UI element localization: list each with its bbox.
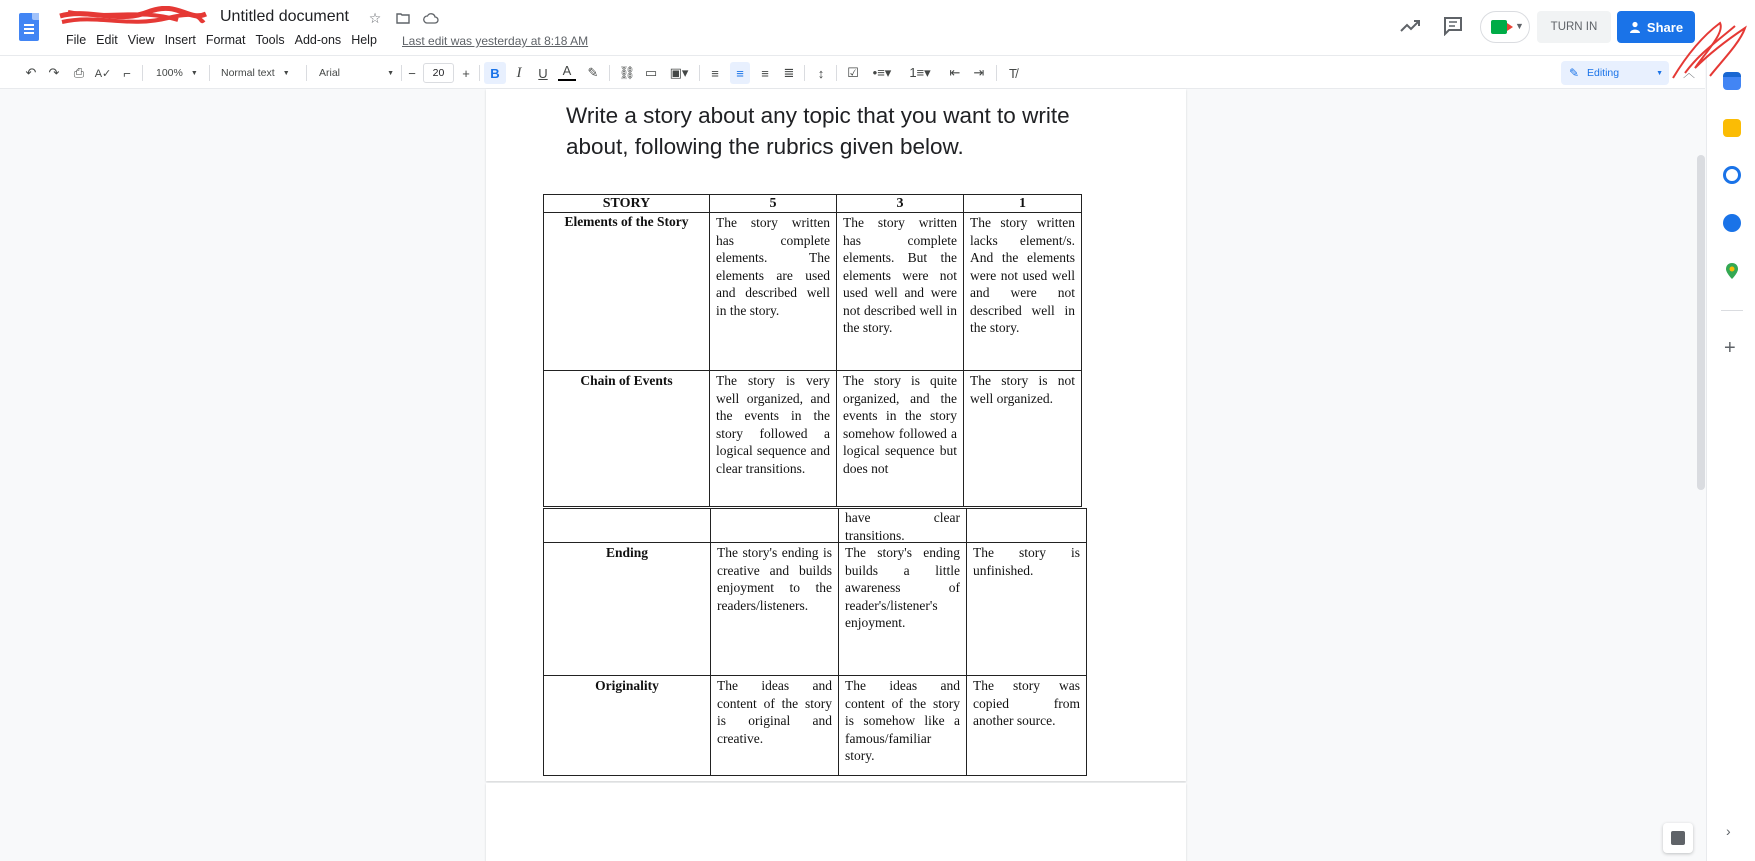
turn-in-button[interactable]: TURN IN [1537, 11, 1611, 43]
chevron-down-icon: ▼ [282, 69, 290, 77]
comment-history-icon[interactable] [1443, 16, 1463, 36]
pencil-icon: ✎ [1569, 66, 1580, 80]
text-color-button[interactable]: A [558, 62, 576, 81]
bulleted-list-icon[interactable]: •≡▾ [872, 65, 892, 80]
redaction-scribble [58, 6, 208, 30]
chain-score-1: The story is not well organized. [963, 370, 1082, 507]
numbered-list-icon[interactable]: 1≡▾ [909, 65, 931, 80]
elements-score-5: The story written has complete elements. The elements are used and described well in the story. [709, 212, 837, 371]
prompt-text[interactable]: Write a story about any topic that you want to write about, following the rubrics given below. [566, 103, 1070, 159]
decrease-font-size-button[interactable]: − [408, 65, 416, 81]
criterion-originality: Originality [543, 675, 711, 776]
chain-score-5: The story is very well organized, and the events in the story followed a logical sequence and clear transitions. [709, 370, 837, 507]
increase-font-size-button[interactable]: + [462, 65, 470, 81]
formatting-toolbar [0, 55, 1705, 89]
menu-bar [61, 33, 382, 47]
menu-file[interactable]: File [66, 33, 87, 47]
editing-mode-select[interactable] [1561, 61, 1669, 85]
criterion-chain-of-events: Chain of Events [543, 370, 710, 507]
move-folder-icon[interactable] [394, 9, 412, 27]
font-select[interactable] [319, 62, 394, 84]
get-addons-icon[interactable]: + [1724, 337, 1736, 359]
meet-button[interactable] [1480, 11, 1530, 43]
person-icon [1629, 21, 1641, 33]
header-story: STORY [543, 194, 710, 213]
elements-score-1: The story written lacks element/s. And the elements were not used well and were not described well in the story. [963, 212, 1082, 371]
share-button[interactable] [1617, 11, 1695, 43]
insert-comment-icon[interactable]: ▭ [644, 65, 658, 80]
decrease-indent-icon[interactable]: ⇤ [949, 65, 961, 80]
print-icon[interactable]: ⎙ [73, 65, 85, 80]
menu-view[interactable]: View [127, 33, 155, 47]
keep-icon[interactable] [1723, 119, 1741, 137]
increase-indent-icon[interactable]: ⇥ [973, 65, 985, 80]
zoom-select[interactable] [156, 62, 198, 84]
document-page-2[interactable] [486, 783, 1186, 861]
cloud-status-icon[interactable] [422, 9, 440, 27]
undo-icon[interactable]: ↶ [25, 65, 37, 80]
contacts-icon[interactable] [1723, 214, 1741, 232]
share-label: Share [1646, 19, 1684, 35]
docs-logo-icon[interactable] [19, 13, 39, 41]
align-center-icon[interactable]: ≡ [730, 62, 750, 84]
align-left-icon[interactable]: ≡ [711, 65, 719, 81]
style-value: Normal text [221, 67, 275, 79]
side-panel [1706, 55, 1755, 861]
calendar-icon[interactable] [1723, 72, 1741, 90]
header-5: 5 [709, 194, 837, 213]
chevron-down-icon: ▼ [1656, 69, 1663, 77]
align-right-icon[interactable]: ≡ [761, 65, 769, 81]
star-icon[interactable]: ☆ [368, 9, 382, 26]
tasks-icon[interactable] [1723, 166, 1741, 184]
scrollbar-thumb[interactable] [1697, 155, 1705, 490]
meet-camera-icon [1491, 20, 1507, 34]
editing-mode-label: Editing [1587, 67, 1620, 79]
originality-score-1: The story was copied from another source. [966, 675, 1087, 776]
underline-button[interactable]: U [538, 65, 548, 81]
chevron-down-icon: ▼ [1515, 21, 1524, 31]
continued-blank-cell [966, 508, 1087, 543]
line-spacing-icon[interactable]: ↕ [817, 65, 825, 81]
menu-addons[interactable]: Add-ons [294, 33, 342, 47]
ending-score-3: The story's ending builds a little awareness of reader's/listener's enjoyment. [838, 542, 967, 676]
paragraph-style-select[interactable] [221, 62, 290, 84]
chevron-up-icon[interactable]: ︿ [1683, 66, 1696, 80]
clear-formatting-icon[interactable]: T̸ [1009, 65, 1017, 81]
redo-icon[interactable]: ↷ [48, 65, 60, 80]
spellcheck-icon[interactable]: A✓ [94, 67, 112, 80]
insert-image-icon[interactable]: ▣▾ [669, 65, 689, 80]
chevron-down-icon: ▼ [190, 69, 198, 77]
continued-blank-cell [543, 508, 711, 543]
font-value: Arial [319, 67, 341, 79]
justify-icon[interactable]: ≣ [783, 65, 795, 80]
chain-score-3-continued: have clear transitions. [838, 508, 967, 543]
criterion-ending: Ending [543, 542, 711, 676]
checklist-icon[interactable]: ☑ [847, 65, 859, 80]
italic-button[interactable]: I [516, 64, 522, 81]
menu-format[interactable]: Format [205, 33, 246, 47]
bold-button[interactable]: B [484, 62, 506, 84]
explore-button[interactable] [1663, 823, 1693, 853]
font-size-input[interactable]: 20 [423, 63, 454, 83]
menu-help[interactable]: Help [351, 33, 377, 47]
menu-edit[interactable]: Edit [96, 33, 118, 47]
title-bar [0, 0, 1755, 55]
zoom-value: 100% [156, 67, 183, 79]
menu-insert[interactable]: Insert [164, 33, 196, 47]
chevron-right-icon[interactable]: › [1726, 823, 1731, 839]
criterion-elements: Elements of the Story [543, 212, 710, 371]
header-3: 3 [836, 194, 964, 213]
originality-score-3: The ideas and content of the story is somehow like a famous/familiar story. [838, 675, 967, 776]
paint-format-icon[interactable]: ⌐ [123, 65, 131, 81]
chain-score-3: The story is quite organized, and the events in the story somehow followed a logical sequence but does not [836, 370, 964, 507]
maps-icon[interactable] [1723, 262, 1741, 280]
last-edit-link[interactable]: Last edit was yesterday at 8:18 AM [402, 34, 589, 48]
menu-tools[interactable]: Tools [255, 33, 285, 47]
continued-blank-cell [710, 508, 839, 543]
header-1: 1 [963, 194, 1082, 213]
elements-score-3: The story written has complete elements. But the elements were not used well and were not described well in the story. [836, 212, 964, 371]
originality-score-5: The ideas and content of the story is original and creative. [710, 675, 839, 776]
highlight-icon[interactable]: ✎ [587, 65, 599, 80]
insert-link-icon[interactable]: ⛓ [618, 65, 636, 80]
document-title[interactable]: Untitled document [220, 8, 349, 25]
chevron-down-icon: ▼ [387, 69, 394, 77]
ending-score-5: The story's ending is creative and builds enjoyment to the readers/listeners. [710, 542, 839, 676]
ending-score-1: The story is unfinished. [966, 542, 1087, 676]
activity-dashboard-icon[interactable] [1399, 16, 1421, 36]
